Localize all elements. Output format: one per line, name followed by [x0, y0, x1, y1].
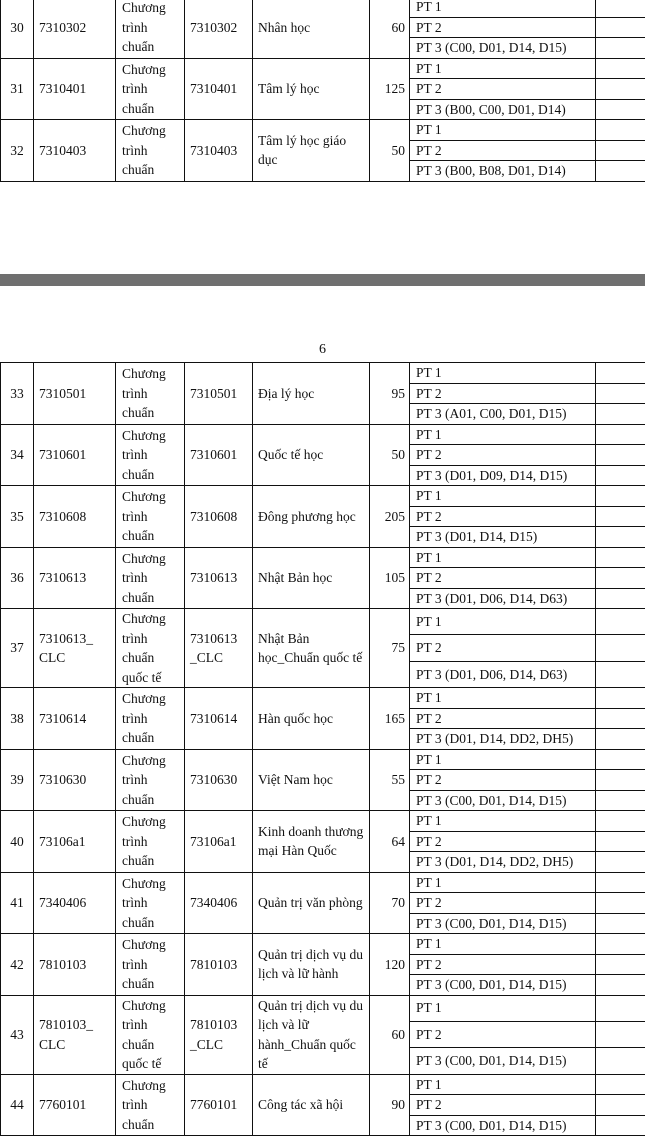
- page-number: 6: [319, 342, 326, 357]
- program-type-cell: [116, 688, 185, 750]
- major-id-cell: 73106a1: [34, 811, 116, 873]
- admission-method-cell: PT 1: [410, 424, 596, 445]
- empty-cell: [596, 588, 645, 609]
- admission-method-cell: PT 2: [410, 140, 596, 161]
- empty-cell: [596, 913, 645, 934]
- empty-cell: [596, 609, 645, 635]
- admission-method-cell: PT 2: [410, 893, 596, 914]
- program-type-line: chuẩn: [122, 853, 155, 868]
- table-row: [1, 749, 645, 770]
- quota-cell: 75: [370, 609, 410, 688]
- table-row: [1, 872, 645, 893]
- empty-cell: [596, 568, 645, 589]
- program-type-line: trình: [122, 710, 148, 726]
- admission-method-cell: PT 1: [410, 811, 596, 832]
- admission-method-cell: PT 2: [410, 635, 596, 661]
- empty-cell: [596, 831, 645, 852]
- quota-cell: 70: [370, 872, 410, 934]
- document-page-1: [0, 0, 645, 274]
- program-type-line: trình: [122, 1097, 148, 1112]
- program-type-line: quốc tế: [122, 1056, 162, 1071]
- program-type-line: chuẩn: [122, 1116, 155, 1132]
- major-code-cell: 7310613: [185, 547, 253, 609]
- table-row: [1, 1074, 645, 1095]
- admission-method-cell: PT 3 (D01, D06, D14, D63): [410, 588, 596, 609]
- program-type-line: Chương: [122, 752, 166, 768]
- row-index-cell: 41: [1, 872, 34, 934]
- major-code-cell: 7810103: [185, 934, 253, 996]
- quota-cell: 60: [370, 995, 410, 1074]
- empty-cell: [596, 120, 645, 141]
- admission-method-cell: PT 3 (C00, D01, D14, D15): [410, 38, 596, 59]
- major-name-cell: Việt Nam học: [253, 749, 370, 811]
- table-row: [1, 120, 645, 141]
- table-row: [1, 58, 645, 79]
- quota-cell: 165: [370, 688, 410, 750]
- program-type-line: trình: [122, 833, 148, 849]
- program-type-line: trình: [122, 895, 148, 910]
- major-id-cell: 7310613_ CLC: [34, 609, 116, 688]
- major-name-cell: Nhân học: [253, 0, 370, 58]
- program-type-cell: [116, 995, 185, 1074]
- major-id-cell: 7310630: [34, 749, 116, 811]
- program-type-cell: [116, 1074, 185, 1136]
- admission-method-cell: PT 3 (C00, D01, D14, D15): [410, 790, 596, 811]
- program-type-line: chuẩn: [122, 528, 155, 543]
- empty-cell: [596, 404, 645, 425]
- table-row: [1, 547, 645, 568]
- major-name-cell: Địa lý học: [253, 363, 370, 425]
- program-type-line: trình: [122, 142, 148, 158]
- row-index-cell: 31: [1, 58, 34, 120]
- quota-cell: 90: [370, 1074, 410, 1136]
- program-type-line: Chương: [122, 489, 166, 504]
- empty-cell: [596, 635, 645, 661]
- row-index-cell: 39: [1, 749, 34, 811]
- admission-method-cell: PT 1: [410, 58, 596, 79]
- major-id-cell: 7310614: [34, 688, 116, 750]
- major-code-cell: 7310601: [185, 424, 253, 486]
- admission-method-cell: PT 1: [410, 486, 596, 507]
- admission-method-cell: PT 3 (D01, D14, DD2, DH5): [410, 852, 596, 873]
- program-type-cell: [116, 363, 185, 425]
- admission-method-cell: PT 2: [410, 506, 596, 527]
- program-type-cell: [116, 0, 185, 58]
- program-type-line: chuẩn: [122, 791, 155, 807]
- program-type-cell: [116, 609, 185, 688]
- program-type-line: chuẩn: [122, 466, 155, 482]
- empty-cell: [596, 1095, 645, 1116]
- admission-method-cell: PT 3 (C00, D01, D14, D15): [410, 913, 596, 934]
- table-row: [1, 934, 645, 955]
- row-index-cell: 43: [1, 995, 34, 1074]
- admission-method-cell: PT 3 (B00, C00, D01, D14): [410, 99, 596, 120]
- admission-method-cell: PT 2: [410, 79, 596, 100]
- program-type-line: chuẩn: [122, 650, 155, 665]
- major-id-cell: 7760101: [34, 1074, 116, 1136]
- empty-cell: [596, 140, 645, 161]
- major-code-cell: 7310614: [185, 688, 253, 750]
- major-code-cell: 7310630: [185, 749, 253, 811]
- program-type-line: quốc tế: [122, 669, 162, 685]
- program-type-line: Chương: [122, 427, 166, 443]
- table-row: [1, 609, 645, 635]
- row-index-cell: 44: [1, 1074, 34, 1136]
- program-type-line: chuẩn: [122, 100, 155, 116]
- admission-method-cell: PT 2: [410, 445, 596, 466]
- admission-method-cell: PT 3 (D01, D06, D14, D63): [410, 661, 596, 687]
- program-type-line: chuẩn: [122, 914, 155, 930]
- empty-cell: [596, 688, 645, 709]
- major-name-cell: Kinh doanh thương mại Hàn Quốc: [253, 811, 370, 873]
- admission-method-cell: PT 1: [410, 609, 596, 635]
- program-type-cell: [116, 934, 185, 996]
- admissions-table-page-1: [0, 0, 645, 182]
- program-type-line: trình: [122, 19, 148, 35]
- major-name-cell: Nhật Bản học: [253, 547, 370, 609]
- quota-cell: 50: [370, 120, 410, 182]
- program-type-line: chuẩn: [122, 405, 155, 420]
- admission-method-cell: PT 1: [410, 934, 596, 955]
- empty-cell: [596, 811, 645, 832]
- major-name-cell: Quốc tế học: [253, 424, 370, 486]
- program-type-line: trình: [122, 772, 148, 787]
- admission-method-cell: PT 2: [410, 708, 596, 729]
- admission-method-cell: PT 1: [410, 547, 596, 568]
- quota-cell: 50: [370, 424, 410, 486]
- table-row: [1, 424, 645, 445]
- empty-cell: [596, 527, 645, 548]
- program-type-line: chuẩn: [122, 976, 155, 991]
- admission-method-cell: PT 1: [410, 872, 596, 893]
- major-code-cell: 73106a1: [185, 811, 253, 873]
- table-row: [1, 811, 645, 832]
- empty-cell: [596, 17, 645, 38]
- program-type-line: chuẩn: [122, 730, 155, 745]
- major-code-cell: 7310608: [185, 486, 253, 548]
- empty-cell: [596, 872, 645, 893]
- quota-cell: 60: [370, 0, 410, 58]
- empty-cell: [596, 1115, 645, 1136]
- major-code-cell: 7810103 _CLC: [185, 995, 253, 1074]
- admission-method-cell: PT 1: [410, 120, 596, 141]
- program-type-cell: [116, 547, 185, 609]
- major-id-cell: 7810103_ CLC: [34, 995, 116, 1074]
- quota-cell: 205: [370, 486, 410, 548]
- row-index-cell: 40: [1, 811, 34, 873]
- empty-cell: [596, 975, 645, 996]
- empty-cell: [596, 708, 645, 729]
- program-type-line: Chương: [122, 366, 166, 381]
- admissions-table-page-2: [0, 362, 645, 1136]
- empty-cell: [596, 363, 645, 384]
- major-name-cell: Công tác xã hội: [253, 1074, 370, 1136]
- admission-method-cell: PT 2: [410, 1095, 596, 1116]
- table-row: [1, 995, 645, 1021]
- major-code-cell: 7340406: [185, 872, 253, 934]
- empty-cell: [596, 954, 645, 975]
- admission-method-cell: PT 2: [410, 17, 596, 38]
- program-type-line: trình: [122, 956, 148, 972]
- empty-cell: [596, 790, 645, 811]
- row-index-cell: 36: [1, 547, 34, 609]
- admission-method-cell: PT 1: [410, 1074, 596, 1095]
- empty-cell: [596, 749, 645, 770]
- admission-method-cell: PT 3 (D01, D09, D14, D15): [410, 465, 596, 486]
- major-id-cell: 7310601: [34, 424, 116, 486]
- table-row: [1, 0, 645, 17]
- program-type-line: trình: [122, 81, 148, 96]
- admission-method-cell: PT 1: [410, 363, 596, 384]
- major-id-cell: 7310613: [34, 547, 116, 609]
- empty-cell: [596, 424, 645, 445]
- major-name-cell: Quản trị dịch vụ du lịch và lữ hành: [253, 934, 370, 996]
- admission-method-cell: PT 3 (C00, D01, D14, D15): [410, 975, 596, 996]
- program-type-line: Chương: [122, 691, 166, 706]
- program-type-line: Chương: [122, 123, 166, 138]
- program-type-cell: [116, 120, 185, 182]
- admission-method-cell: PT 3 (D01, D14, DD2, DH5): [410, 729, 596, 750]
- empty-cell: [596, 506, 645, 527]
- major-id-cell: 7310608: [34, 486, 116, 548]
- row-index-cell: 33: [1, 363, 34, 425]
- program-type-line: chuẩn: [122, 162, 155, 177]
- major-name-cell: Đông phương học: [253, 486, 370, 548]
- empty-cell: [596, 661, 645, 687]
- program-type-line: trình: [122, 1017, 148, 1032]
- admission-method-cell: PT 2: [410, 1021, 596, 1047]
- major-id-cell: 7810103: [34, 934, 116, 996]
- major-code-cell: 7310403: [185, 120, 253, 182]
- program-type-line: trình: [122, 570, 148, 585]
- major-name-cell: Tâm lý học giáo dục: [253, 120, 370, 182]
- table-row: [1, 688, 645, 709]
- row-index-cell: 32: [1, 120, 34, 182]
- empty-cell: [596, 934, 645, 955]
- admission-method-cell: PT 1: [410, 995, 596, 1021]
- empty-cell: [596, 0, 645, 17]
- program-type-cell: [116, 58, 185, 120]
- empty-cell: [596, 1074, 645, 1095]
- program-type-line: Chương: [122, 875, 166, 891]
- quota-cell: 64: [370, 811, 410, 873]
- row-index-cell: 35: [1, 486, 34, 548]
- major-id-cell: 7310401: [34, 58, 116, 120]
- program-type-cell: [116, 749, 185, 811]
- quota-cell: 95: [370, 363, 410, 425]
- admission-method-cell: PT 2: [410, 383, 596, 404]
- admission-method-cell: PT 1: [410, 0, 596, 17]
- major-name-cell: Hàn quốc học: [253, 688, 370, 750]
- empty-cell: [596, 770, 645, 791]
- empty-cell: [596, 547, 645, 568]
- empty-cell: [596, 852, 645, 873]
- program-type-line: Chương: [122, 814, 166, 829]
- admission-method-cell: PT 2: [410, 954, 596, 975]
- empty-cell: [596, 445, 645, 466]
- quota-cell: 55: [370, 749, 410, 811]
- major-code-cell: 7760101: [185, 1074, 253, 1136]
- admission-method-cell: PT 2: [410, 568, 596, 589]
- major-code-cell: 7310302: [185, 0, 253, 58]
- admission-method-cell: PT 3 (C00, D01, D14, D15): [410, 1115, 596, 1136]
- program-type-line: chuẩn: [122, 589, 155, 605]
- program-type-line: chuẩn: [122, 1036, 155, 1052]
- program-type-cell: [116, 424, 185, 486]
- empty-cell: [596, 465, 645, 486]
- major-id-cell: 7310302: [34, 0, 116, 58]
- program-type-line: trình: [122, 385, 148, 401]
- program-type-line: trình: [122, 447, 148, 462]
- program-type-line: Chương: [122, 997, 166, 1013]
- program-type-line: Chương: [122, 0, 166, 15]
- admission-method-cell: PT 3 (A01, C00, D01, D15): [410, 404, 596, 425]
- admission-method-cell: PT 3 (B00, B08, D01, D14): [410, 161, 596, 182]
- quota-cell: 105: [370, 547, 410, 609]
- admission-method-cell: PT 3 (D01, D14, D15): [410, 527, 596, 548]
- major-name-cell: Quản trị dịch vụ du lịch và lữ hành_Chuẩn quốc tế: [253, 995, 370, 1074]
- row-index-cell: 37: [1, 609, 34, 688]
- major-id-cell: 7340406: [34, 872, 116, 934]
- program-type-cell: [116, 486, 185, 548]
- major-name-cell: Quản trị văn phòng: [253, 872, 370, 934]
- table-row: [1, 486, 645, 507]
- empty-cell: [596, 99, 645, 120]
- empty-cell: [596, 161, 645, 182]
- row-index-cell: 38: [1, 688, 34, 750]
- program-type-line: Chương: [122, 61, 166, 77]
- major-id-cell: 7310501: [34, 363, 116, 425]
- major-name-cell: Nhật Bản học_Chuẩn quốc tế: [253, 609, 370, 688]
- admission-method-cell: PT 1: [410, 749, 596, 770]
- program-type-cell: [116, 872, 185, 934]
- major-code-cell: 7310613 _CLC: [185, 609, 253, 688]
- empty-cell: [596, 1021, 645, 1047]
- page-separator: [0, 274, 645, 286]
- empty-cell: [596, 893, 645, 914]
- admission-method-cell: PT 1: [410, 688, 596, 709]
- major-name-cell: Tâm lý học: [253, 58, 370, 120]
- row-index-cell: 30: [1, 0, 34, 58]
- row-index-cell: 42: [1, 934, 34, 996]
- row-index-cell: 34: [1, 424, 34, 486]
- admission-method-cell: PT 2: [410, 831, 596, 852]
- program-type-line: Chương: [122, 550, 166, 566]
- empty-cell: [596, 995, 645, 1021]
- table-row: [1, 363, 645, 384]
- major-id-cell: 7310403: [34, 120, 116, 182]
- program-type-line: trình: [122, 630, 148, 646]
- program-type-line: trình: [122, 508, 148, 524]
- empty-cell: [596, 383, 645, 404]
- major-code-cell: 7310501: [185, 363, 253, 425]
- major-code-cell: 7310401: [185, 58, 253, 120]
- admission-method-cell: PT 2: [410, 770, 596, 791]
- program-type-line: Chương: [122, 937, 166, 952]
- program-type-line: chuẩn: [122, 39, 155, 54]
- program-type-cell: [116, 811, 185, 873]
- quota-cell: 125: [370, 58, 410, 120]
- empty-cell: [596, 729, 645, 750]
- empty-cell: [596, 38, 645, 59]
- program-type-line: Chương: [122, 611, 166, 626]
- empty-cell: [596, 79, 645, 100]
- empty-cell: [596, 58, 645, 79]
- admission-method-cell: PT 3 (C00, D01, D14, D15): [410, 1048, 596, 1074]
- empty-cell: [596, 1048, 645, 1074]
- quota-cell: 120: [370, 934, 410, 996]
- document-page-2: [0, 286, 645, 1137]
- program-type-line: Chương: [122, 1077, 166, 1093]
- empty-cell: [596, 486, 645, 507]
